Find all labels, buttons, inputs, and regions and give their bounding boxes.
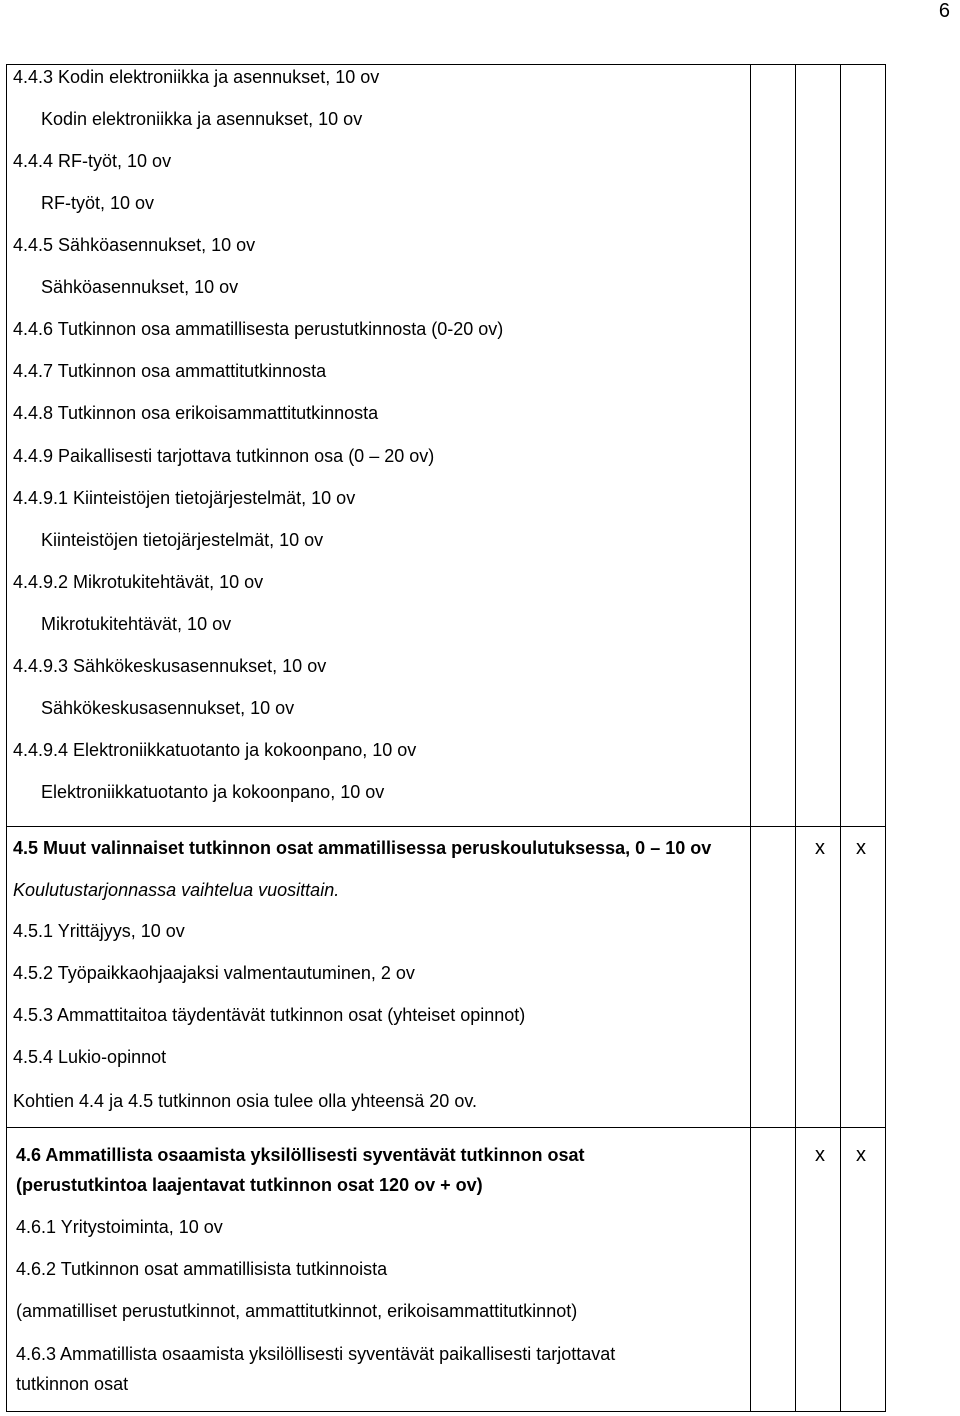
list-item-4-4-6: 4.4.6 Tutkinnon osa ammatillisesta perustutkinnosta (0-20 ov) bbox=[13, 319, 504, 339]
section-4-5-note: Koulutustarjonnassa vaihtelua vuosittain. bbox=[13, 880, 340, 900]
list-item-4-4-9-3: 4.4.9.3 Sähkökeskusasennukset, 10 ov bbox=[13, 656, 327, 676]
section-4-6-mark-2: x bbox=[856, 1144, 866, 1166]
list-item-4-6-2-sub: (ammatilliset perustutkinnot, ammattitutkinnot, erikoisammattitutkinnot) bbox=[16, 1301, 578, 1321]
list-item-4-6-3: 4.6.3 Ammatillista osaamista yksilöllisesti syventävät paikallisesti tarjottavat bbox=[16, 1344, 616, 1364]
section-4-5-heading: 4.5 Muut valinnaiset tutkinnon osat ammatillisessa peruskoulutuksessa, 0 – 10 ov bbox=[13, 838, 712, 858]
section-4-6-heading-cont: (perustutkintoa laajentavat tutkinnon osat 120 ov + ov) bbox=[16, 1175, 483, 1195]
row-separator-4-6 bbox=[6, 1127, 886, 1128]
section-4-5-mark-2: x bbox=[856, 837, 866, 859]
list-item-4-4-8: 4.4.8 Tutkinnon osa erikoisammattitutkinnosta bbox=[13, 403, 379, 423]
table-bottom-border bbox=[6, 1411, 886, 1412]
list-item-4-4-4: 4.4.4 RF-työt, 10 ov bbox=[13, 151, 172, 171]
row-separator-4-5 bbox=[6, 826, 886, 827]
section-4-6-heading: 4.6 Ammatillista osaamista yksilöllisesti syventävät tutkinnon osat bbox=[16, 1145, 585, 1165]
list-item-4-5-2: 4.5.2 Työpaikkaohjaajaksi valmentautuminen, 2 ov bbox=[13, 963, 415, 983]
list-item-4-4-4-sub: RF-työt, 10 ov bbox=[41, 193, 155, 213]
list-item-4-4-5-sub: Sähköasennukset, 10 ov bbox=[41, 277, 239, 297]
list-item-4-4-3: 4.4.3 Kodin elektroniikka ja asennukset, 10 ov bbox=[13, 67, 380, 87]
list-item-4-4-7: 4.4.7 Tutkinnon osa ammattitutkinnosta bbox=[13, 361, 327, 381]
column-separator-1 bbox=[795, 64, 796, 1412]
column-separator-main bbox=[750, 64, 751, 1412]
list-item-4-5-4: 4.5.4 Lukio-opinnot bbox=[13, 1047, 167, 1067]
curriculum-table bbox=[6, 64, 886, 1412]
list-item-4-4-5: 4.4.5 Sähköasennukset, 10 ov bbox=[13, 235, 256, 255]
table-top-border bbox=[6, 64, 886, 65]
section-4-5-summary: Kohtien 4.4 ja 4.5 tutkinnon osia tulee olla yhteensä 20 ov. bbox=[13, 1091, 477, 1111]
table-right-border bbox=[885, 64, 886, 1412]
list-item-4-4-3-sub: Kodin elektroniikka ja asennukset, 10 ov bbox=[41, 109, 363, 129]
list-item-4-6-1: 4.6.1 Yritystoiminta, 10 ov bbox=[16, 1217, 223, 1237]
column-separator-2 bbox=[840, 64, 841, 1412]
list-item-4-4-9-2: 4.4.9.2 Mikrotukitehtävät, 10 ov bbox=[13, 572, 264, 592]
list-item-4-4-9-2-sub: Mikrotukitehtävät, 10 ov bbox=[41, 614, 232, 634]
section-4-5-mark-1: x bbox=[815, 837, 825, 859]
list-item-4-4-9-4-sub: Elektroniikkatuotanto ja kokoonpano, 10 ov bbox=[41, 782, 385, 802]
list-item-4-6-3-cont: tutkinnon osat bbox=[16, 1374, 129, 1394]
list-item-4-5-1: 4.5.1 Yrittäjyys, 10 ov bbox=[13, 921, 185, 941]
list-item-4-4-9-1: 4.4.9.1 Kiinteistöjen tietojärjestelmät, 10 ov bbox=[13, 488, 356, 508]
list-item-4-4-9: 4.4.9 Paikallisesti tarjottava tutkinnon osa (0 – 20 ov) bbox=[13, 446, 435, 466]
list-item-4-4-9-3-sub: Sähkökeskusasennukset, 10 ov bbox=[41, 698, 295, 718]
table-left-border bbox=[6, 64, 7, 1412]
list-item-4-6-2: 4.6.2 Tutkinnon osat ammatillisista tutkinnoista bbox=[16, 1259, 388, 1279]
list-item-4-4-9-4: 4.4.9.4 Elektroniikkatuotanto ja kokoonpano, 10 ov bbox=[13, 740, 417, 760]
section-4-6-mark-1: x bbox=[815, 1144, 825, 1166]
page-number: 6 bbox=[938, 0, 950, 22]
list-item-4-5-3: 4.5.3 Ammattitaitoa täydentävät tutkinnon osat (yhteiset opinnot) bbox=[13, 1005, 526, 1025]
list-item-4-4-9-1-sub: Kiinteistöjen tietojärjestelmät, 10 ov bbox=[41, 530, 324, 550]
